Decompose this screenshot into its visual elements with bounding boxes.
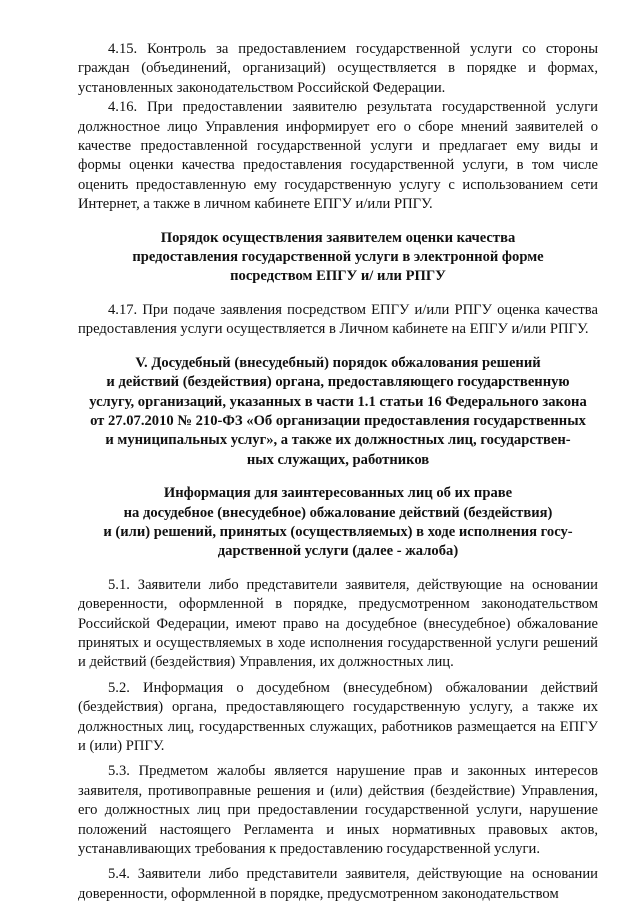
heading-line: на досудебное (внесудебное) обжалование действий (бездействия) bbox=[123, 504, 553, 521]
heading-line: и (или) решений, принятых (осуществляемых) в ходе исполнения госу- bbox=[103, 523, 573, 540]
paragraph-4-15: 4.15. Контроль за предоставлением государственной услуги со стороны граждан (объединений, организаций) осуществляется в порядке и формах, установленных законодательством Российской Федерации. bbox=[78, 41, 598, 96]
paragraph-5-1: 5.1. Заявители либо представители заявителя, действующие на основании доверенности, оформленной в порядке, предусмотренном законодательством Российской Федерации, имеют право на досудебное (внесудебное) обжалование принятых и осуществляемых в ходе исполнения государственной услуги решений и действий (бездействия) Управления, их должностных лиц. bbox=[78, 576, 598, 671]
heading-line: дарственной услуги (далее - жалоба) bbox=[217, 543, 459, 560]
heading-line: услугу, организаций, указанных в части 1.1 статьи 16 Федерального закона bbox=[89, 393, 587, 410]
paragraph-5-2: 5.2. Информация о досудебном (внесудебном) обжаловании действий (бездействия) органа, предоставляющего государственную услугу, а также их должностных лиц, государственных служащих, работников размещается на ЕПГУ и (или) РПГУ. bbox=[78, 679, 598, 754]
paragraph-5-3: 5.3. Предметом жалобы является нарушение прав и законных интересов заявителя, противоправные решения и (или) действия (бездействие) Управления, его должностных лиц при предоставлении государственной услуги, нарушение положений настоящего Регламента и иных нормативных правовых актов, устанавливающих требования к предоставлению государственной услуги. bbox=[78, 763, 598, 858]
heading-line: ных служащих, работников bbox=[246, 451, 430, 468]
paragraph-4-16: 4.16. При предоставлении заявителю результата государственной услуги должностное лицо Управления информирует его о сборе мнений заявителей о качестве предоставленной государственной услуги и предлагает ему виды и формы оценки качества предоставления государственной услуги, в том числе оценить предоставленную ему государственную услугу с использованием сети Интернет, а также в личном кабинете ЕПГУ и/или РПГУ. bbox=[78, 99, 598, 213]
paragraph-4-17: 4.17. При подаче заявления посредством ЕПГУ и/или РПГУ оценка качества предоставления услуги осуществляется в Личном кабинете на ЕПГУ и/или РПГУ. bbox=[78, 301, 598, 338]
document-page bbox=[78, 40, 598, 904]
heading-assessment bbox=[78, 229, 598, 287]
heading-line: V. Досудебный (внесудебный) порядок обжалования решений bbox=[135, 354, 541, 371]
heading-line: Порядок осуществления заявителем оценки качества bbox=[160, 229, 516, 246]
heading-complaint-info bbox=[78, 484, 598, 562]
heading-line: и действий (бездействия) органа, предоставляющего государственную bbox=[106, 374, 570, 391]
heading-line: Информация для заинтересованных лиц об их праве bbox=[163, 485, 513, 502]
heading-line: предоставления государственной услуги в электронной форме bbox=[132, 249, 544, 266]
heading-section-5 bbox=[78, 354, 598, 470]
heading-line: посредством ЕПГУ и/ или РПГУ bbox=[230, 268, 446, 285]
heading-line: и муниципальных услуг», а также их должностных лиц, государствен- bbox=[105, 432, 571, 449]
paragraph-5-4: 5.4. Заявители либо представители заявителя, действующие на основании доверенности, оформленной в порядке, предусмотренном законодательством bbox=[78, 866, 598, 902]
heading-line: от 27.07.2010 № 210-ФЗ «Об организации предоставления государственных bbox=[90, 412, 586, 429]
